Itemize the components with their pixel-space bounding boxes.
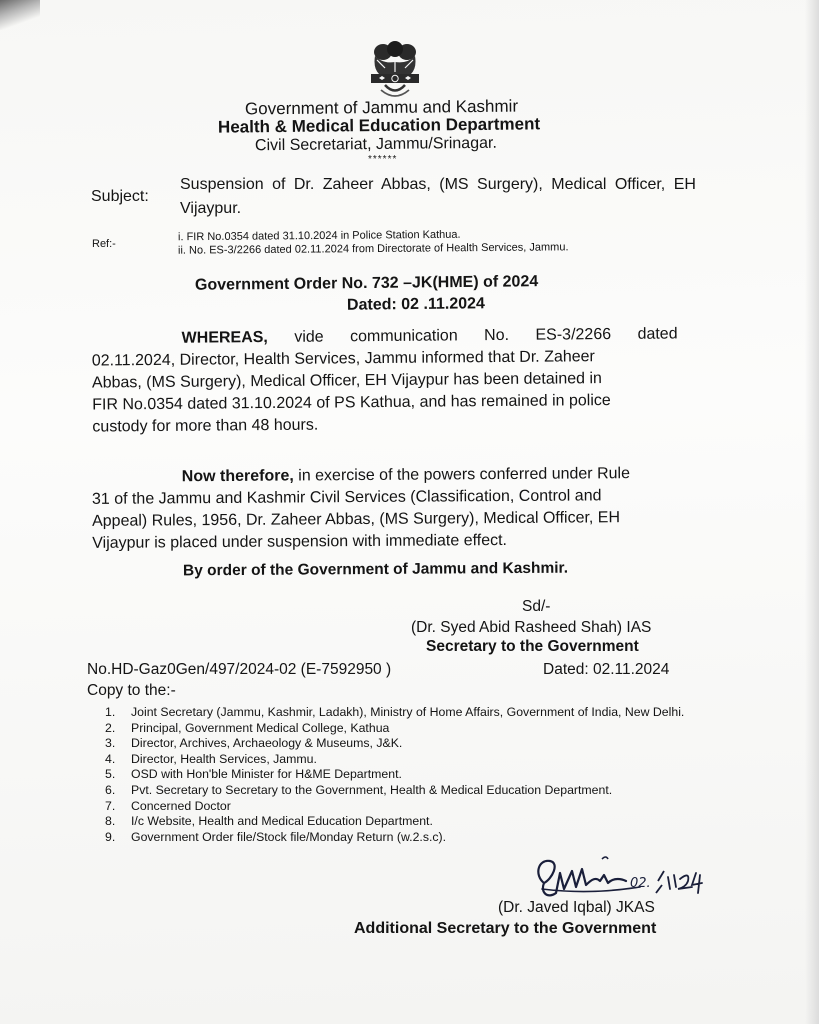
subject-label: Subject: <box>91 188 149 205</box>
whereas-lead: WHEREAS, <box>181 329 268 347</box>
list-item <box>105 705 715 721</box>
whereas-paragraph <box>92 323 679 438</box>
signatory-name: (Dr. Syed Abid Rasheed Shah) IAS <box>411 619 652 636</box>
order-title: Government Order No. 732 –JK(HME) of 2024 <box>194 273 539 294</box>
list-item-number: 4. <box>105 751 116 766</box>
list-item <box>105 767 715 783</box>
reference-item: i. FIR No.0354 dated 31.10.2024 in Police Station Kathua. <box>177 228 461 244</box>
order-date: Dated: 02 .11.2024 <box>346 295 485 314</box>
list-item-text: Director, Archives, Archaeology & Museums, J&K. <box>131 736 403 751</box>
signed-mark: Sd/- <box>522 598 551 615</box>
signatory-name: (Dr. Javed Iqbal) JKAS <box>498 899 655 916</box>
list-item-text: Joint Secretary (Jammu, Kashmir, Ladakh), Ministry of Home Affairs, Government of India, New Delhi. <box>131 705 685 719</box>
paragraph-line: FIR No.0354 dated 31.10.2024 of PS Kathua, and has remained in police <box>92 392 611 414</box>
list-item-number: 9. <box>105 829 116 844</box>
paragraph-line: Vijaypur is placed under suspension with immediate effect. <box>92 531 508 552</box>
list-item-text: Pvt. Secretary to Secretary to the Government, Health & Medical Education Department. <box>131 782 613 797</box>
list-item-number: 5. <box>105 767 116 782</box>
copy-recipient-list <box>105 705 715 845</box>
list-item-text: Concerned Doctor <box>131 798 231 813</box>
now-therefore-paragraph <box>92 463 631 555</box>
list-item <box>105 752 715 768</box>
list-item-number: 2. <box>105 720 116 735</box>
list-item <box>105 799 715 815</box>
list-item <box>105 721 715 737</box>
memo-date: Dated: 02.11.2024 <box>543 661 670 678</box>
now-therefore-lead: Now therefore, <box>181 467 294 486</box>
list-item-number: 7. <box>105 798 116 813</box>
reference-label: Ref:- <box>92 238 116 250</box>
paragraph-line: in exercise of the powers conferred under Rule <box>293 465 631 485</box>
list-item-text: Principal, Government Medical College, Kathua <box>131 720 390 735</box>
paragraph-line: custody for more than 48 hours. <box>92 416 319 436</box>
list-item-number: 3. <box>105 736 116 751</box>
list-item-number: 6. <box>105 782 116 797</box>
subject-text: Suspension of Dr. Zaheer Abbas, (MS Surgery), Medical Officer, EH Vijaypur. <box>180 176 696 217</box>
government-name: Government of Jammu and Kashmir <box>244 96 519 119</box>
signatory-title: Secretary to the Government <box>426 638 639 655</box>
national-emblem-icon <box>355 38 435 104</box>
list-item <box>105 736 715 752</box>
list-item-text: OSD with Hon'ble Minister for H&ME Department. <box>131 767 402 782</box>
list-item <box>105 783 715 799</box>
page-corner-shadow <box>0 0 40 30</box>
copy-to-label: Copy to the:- <box>87 682 176 699</box>
header-separator: ****** <box>368 154 398 165</box>
memo-number: No.HD-Gaz0Gen/497/2024-02 (E-7592950 ) <box>87 661 392 678</box>
list-item <box>105 830 715 846</box>
office-address: Civil Secretariat, Jammu/Srinagar. <box>254 134 497 155</box>
paragraph-line: Abbas, (MS Surgery), Medical Officer, EH Vijaypur has been detained in <box>91 370 602 392</box>
page-edge-shadow <box>805 0 819 1024</box>
list-item-text: I/c Website, Health and Medical Education Department. <box>131 814 433 829</box>
svg-text:02.: 02. <box>630 876 651 891</box>
paragraph-line: Appeal) Rules, 1956, Dr. Zaheer Abbas, (MS Surgery), Medical Officer, EH <box>92 509 621 530</box>
list-item-number: 1. <box>105 705 116 719</box>
list-item-number: 8. <box>105 814 116 829</box>
department-name: Health & Medical Education Department <box>217 114 541 137</box>
list-item <box>105 814 715 830</box>
signatory-title: Additional Secretary to the Government <box>354 920 657 937</box>
by-order-line: By order of the Government of Jammu and Kashmir. <box>182 559 569 580</box>
paragraph-line: vide communication No. ES-3/2266 dated <box>267 325 678 347</box>
handwritten-signature <box>530 853 730 901</box>
paragraph-line: 31 of the Jammu and Kashmir Civil Services (Classification, Control and <box>91 487 602 508</box>
paragraph-line: 02.11.2024, Director, Health Services, Jammu informed that Dr. Zaheer <box>91 348 595 370</box>
list-item-text: Government Order file/Stock file/Monday Return (w.2.s.c). <box>131 829 447 844</box>
list-item-text: Director, Health Services, Jammu. <box>131 751 317 766</box>
reference-item: ii. No. ES-3/2266 dated 02.11.2024 from Directorate of Health Services, Jammu. <box>177 241 569 257</box>
